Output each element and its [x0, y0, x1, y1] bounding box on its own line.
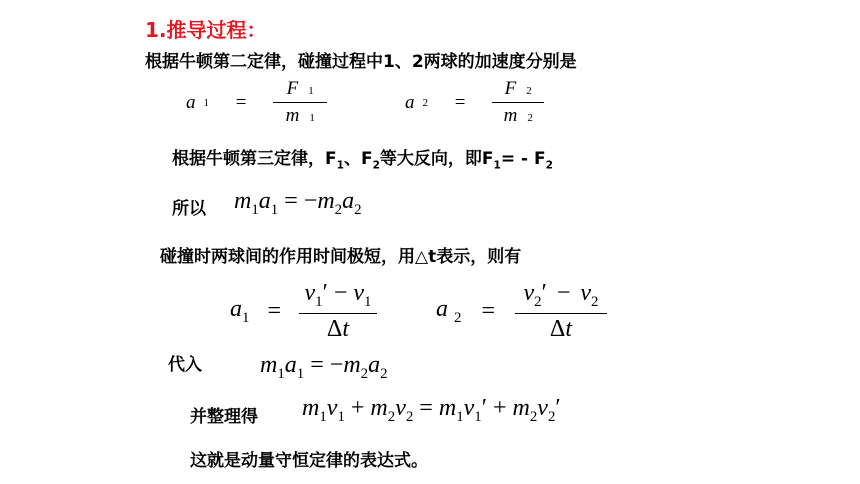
third-law-text-a: 根据牛顿第三定律， [172, 149, 325, 169]
formula-m1a1-neg-m2a2: $m_1a_1 = -m_2a_2$ [234, 188, 362, 218]
formula-a1-force: a 1 = $\frac{F 1}{m 1}$ [186, 78, 327, 127]
section-heading: 1.推导过程： [145, 18, 267, 42]
f1-f2-symbols: $F_1$、$F_2$ [325, 149, 380, 172]
third-law-text [172, 144, 553, 171]
label-dairu: 代入 [168, 355, 202, 375]
label-suoyi: 所以 [172, 199, 206, 219]
formula-a2-velocity: a $_2$ = $\frac{v_2' - v_2}{\Delta t}$ [436, 280, 607, 343]
third-law-text-b: 等大反向，即 [379, 149, 482, 169]
collision-time-text: 碰撞时两球间的作用时间极短，用△t表示，则有 [160, 247, 522, 267]
formula-substitute: $m_1a_1 = -m_2a_2$ [260, 352, 388, 382]
formula-a2-force: a 2 = $\frac{F 2}{m 2}$ [405, 78, 544, 127]
formula-momentum-conservation: $m_1v_1 + m_2v_2 = m_1v_1' + m_2v_2'$ [302, 395, 561, 425]
intro-text: 根据牛顿第二定律，碰撞过程中1、2两球的加速度分别是 [145, 52, 577, 72]
f1-equals-neg-f2: $F_1= - F_2$ [481, 149, 553, 172]
conclusion-text: 这就是动量守恒定律的表达式。 [190, 451, 428, 471]
label-bingzhengli: 并整理得 [190, 407, 258, 427]
formula-a1-velocity: $a_1$ = $\frac{v_1' - v_1}{\Delta t}$ [230, 280, 377, 343]
